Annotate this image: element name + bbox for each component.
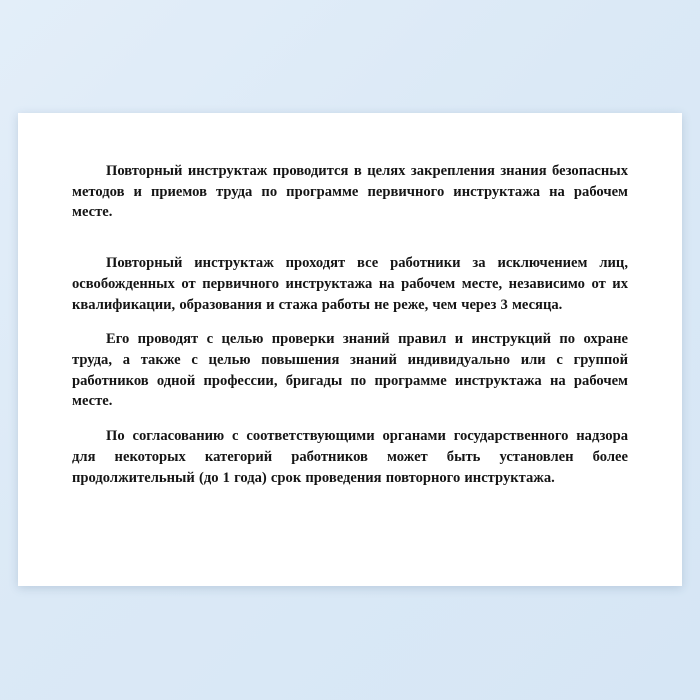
slide-text-block [72, 161, 628, 488]
paragraph-2: Повторный инструктаж проходят все работники за исключением лиц, освобожденных от первичного инструктажа на рабочем месте, независимо от их квалификации, образования и стажа работы не реже, чем через 3 месяца. [72, 255, 628, 313]
paragraph-1: Повторный инструктаж проводится в целях закрепления знания безопасных методов и приемов труда по программе первичного инструктажа на рабочем месте. [72, 163, 628, 221]
paragraph-4: По согласованию с соответствующими органами государственного надзора для некоторых категорий работников может быть установлен более продолжительный (до 1 года) срок проведения повторного инструктажа. [72, 428, 628, 486]
slide-canvas [18, 113, 682, 586]
paragraph-3: Его проводят с целью проверки знаний правил и инструкций по охране труда, а также с целью повышения знаний индивидуально или с группой работников одной профессии, бригады по программе инструктажа на рабочем месте. [72, 331, 628, 410]
